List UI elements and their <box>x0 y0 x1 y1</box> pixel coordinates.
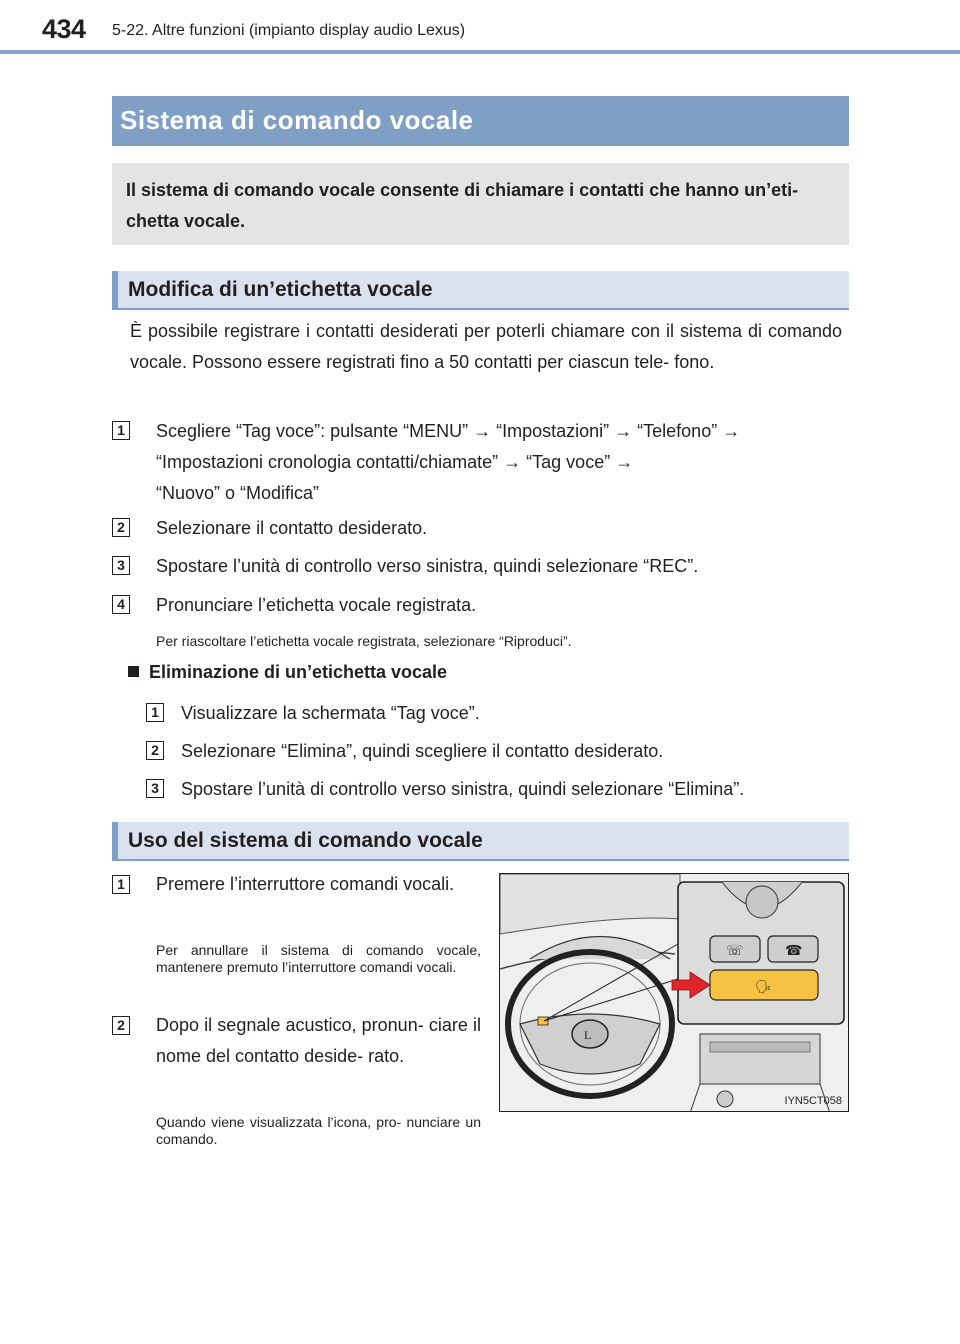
svg-text:☎: ☎ <box>785 942 803 958</box>
page-number: 434 <box>42 14 86 44</box>
step-note: Quando viene visualizzata l’icona, pro- nunciare un comando. <box>156 1114 481 1147</box>
step-number: 3 <box>146 779 164 798</box>
section-heading-text: Modifica di un’etichetta vocale <box>128 278 433 301</box>
svg-text:L: L <box>584 1028 592 1042</box>
section-heading-modifica <box>112 271 849 310</box>
header-rule <box>0 50 960 54</box>
step-text: Pronunciare l’etichetta vocale registrata. <box>156 595 477 615</box>
step-text: Spostare l’unità di controllo verso sinistra, quindi selezionare “REC”. <box>156 556 699 576</box>
intro-text: Il sistema di comando vocale consente di chiamare i contatti che hanno un’eti- chetta vocale. <box>126 180 799 231</box>
dashboard-illustration <box>500 874 849 1112</box>
page-title-band <box>112 96 849 146</box>
page-title: Sistema di comando vocale <box>120 105 474 135</box>
step-number: 2 <box>112 1016 130 1035</box>
step-text: “Nuovo” o “Modifica” <box>156 483 320 503</box>
step-number: 2 <box>146 741 164 760</box>
svg-text:☏: ☏ <box>726 942 744 958</box>
step-text: Premere l’interruttore comandi vocali. <box>156 874 455 894</box>
step-number: 1 <box>146 703 164 722</box>
chapter-title: 5-22. Altre funzioni (impianto display audio Lexus) <box>112 22 466 39</box>
step-text: Scegliere “Tag voce”: pulsante “MENU” → “Impostazioni” → “Telefono” → <box>156 421 741 441</box>
step-note: Per annullare il sistema di comando vocale, mantenere premuto l’interruttore comandi vocali. <box>156 942 481 975</box>
step-text: Selezionare “Elimina”, quindi scegliere il contatto desiderato. <box>181 741 664 761</box>
step-number: 1 <box>112 421 130 440</box>
step-number: 2 <box>112 518 130 537</box>
step-text: Dopo il segnale acustico, pronun- ciare il nome del contatto deside- rato. <box>156 1015 481 1066</box>
section-accent-bar <box>112 271 118 310</box>
steering-wheel-illustration <box>499 873 849 1112</box>
section-heading-uso <box>112 822 849 861</box>
paragraph-text: È possibile registrare i contatti desiderati per poterli chiamare con il sistema di comando vocale. Possono essere registrati fino a 50 contatti per ciascun tele- fono. <box>130 321 842 372</box>
section-accent-bar <box>112 822 118 861</box>
square-bullet-icon <box>128 666 139 677</box>
section1-paragraph <box>130 316 842 378</box>
svg-text:🗣: 🗣 <box>755 979 772 994</box>
figure-code: IYN5CT058 <box>784 1095 842 1107</box>
step-number: 3 <box>112 556 130 575</box>
step-note: Per riascoltare l’etichetta vocale registrata, selezionare “Riproduci”. <box>156 633 572 649</box>
subsection-heading <box>128 662 447 683</box>
section-heading-text: Uso del sistema di comando vocale <box>128 829 483 852</box>
intro-box <box>112 163 849 245</box>
step-text: Visualizzare la schermata “Tag voce”. <box>181 703 480 723</box>
step-number: 1 <box>112 875 130 894</box>
step-text: “Impostazioni cronologia contatti/chiamate” → “Tag voce” → <box>156 452 634 472</box>
step-number: 4 <box>112 595 130 614</box>
step-text: Selezionare il contatto desiderato. <box>156 518 428 538</box>
subsection-heading-text: Eliminazione di un’etichetta vocale <box>149 662 448 682</box>
step-text: Spostare l’unità di controllo verso sinistra, quindi selezionare “Elimina”. <box>181 779 745 799</box>
